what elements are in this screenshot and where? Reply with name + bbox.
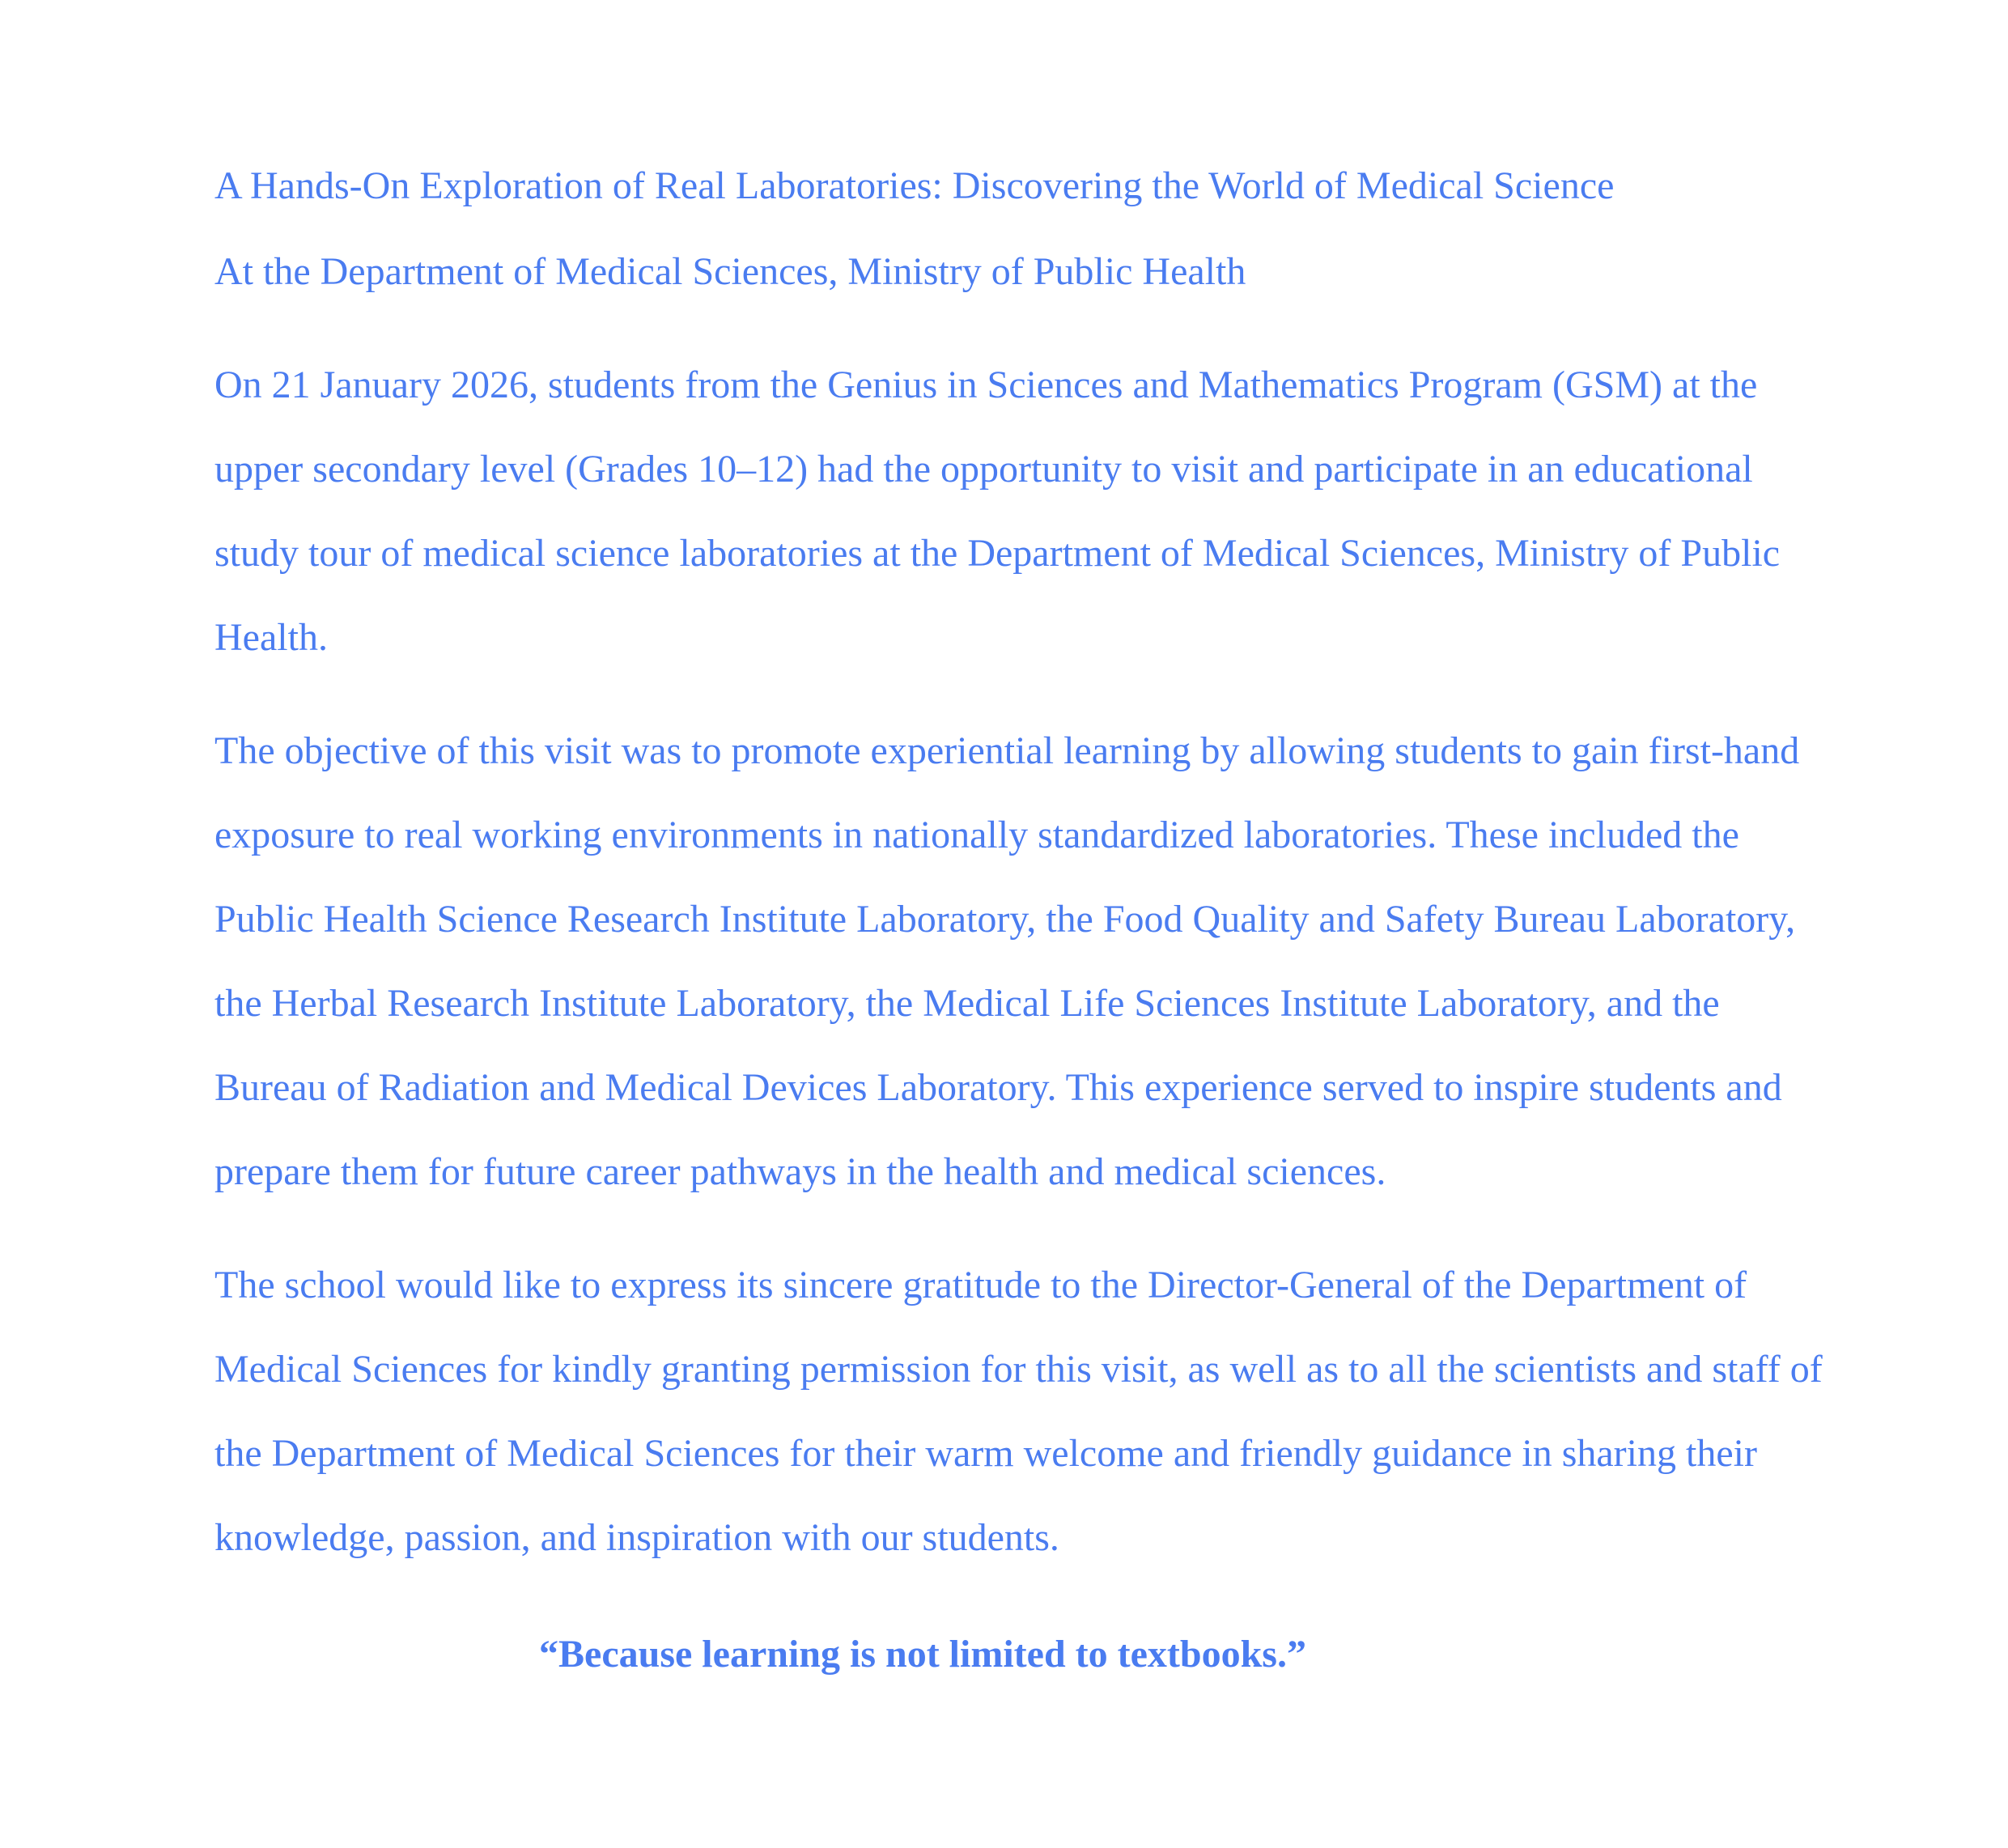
document-subtitle: At the Department of Medical Sciences, Ministry of Public Health [214, 250, 1246, 293]
paragraph-visit: On 21 January 2026, students from the Genius in Sciences and Mathematics Program (GSM) at the upper secondary level (Grades 10–12) had the opportunity to visit and participate in an educational study tour of medical science laboratories at the Department of Medical Sciences, Ministry of Public Health. [214, 363, 1781, 659]
document-title: A Hands-On Exploration of Real Laboratories: Discovering the World of Medical Science [214, 164, 1615, 207]
closing-quote: “Because learning is not limited to textbooks.” [539, 1633, 1306, 1676]
paragraph-objective: The objective of this visit was to promote experiential learning by allowing students to gain first-hand exposure to real working environments in nationally standardized laboratories. These included the Public Health Science Research Institute Laboratory, the Food Quality and Safety Bureau Laboratory, the Herbal Research Institute Laboratory, the Medical Life Sciences Institute Laboratory, and the Bureau of Radiation and Medical Devices Laboratory. This experience served to inspire students and prepare them for future career pathways in the health and medical sciences. [214, 729, 1800, 1193]
document-body [214, 144, 1833, 1697]
paragraph-gratitude: The school would like to express its sincere gratitude to the Director-General of the Department of Medical Sciences for kindly granting permission for this visit, as well as to all the scientists and staff of the Department of Medical Sciences for their warm welcome and friendly guidance in sharing their knowledge, passion, and inspiration with our students. [214, 1264, 1823, 1559]
